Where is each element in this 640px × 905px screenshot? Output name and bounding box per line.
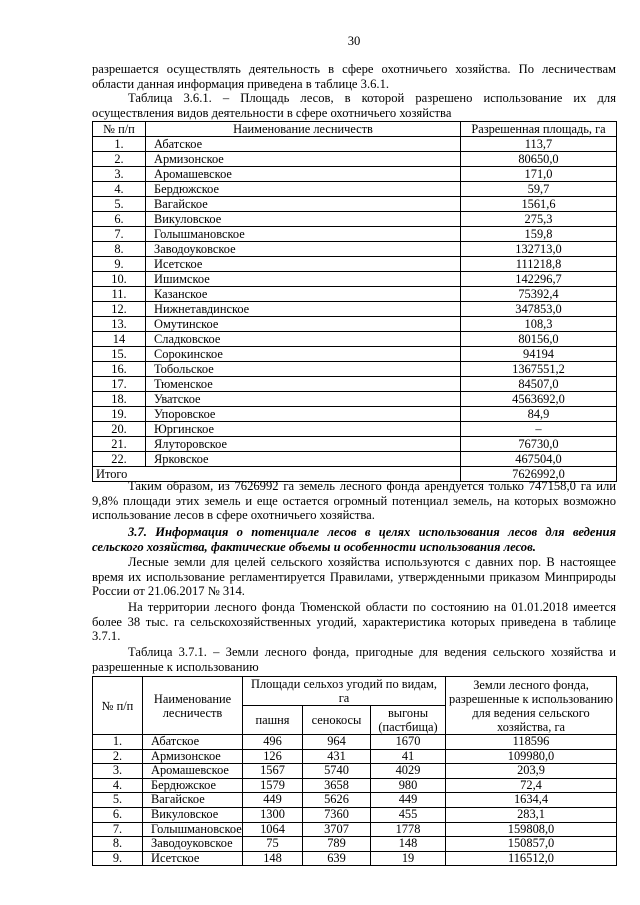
row-forestry: Ярковское	[146, 452, 461, 467]
row-forestry: Бердюжское	[146, 182, 461, 197]
row-num: 6.	[93, 807, 143, 822]
table-row	[93, 257, 617, 272]
table-row	[93, 317, 617, 332]
row-forestry: Омутинское	[146, 317, 461, 332]
row-area: 347853,0	[461, 302, 617, 317]
row-arable: 1579	[243, 778, 303, 793]
row-forestry: Исетское	[146, 257, 461, 272]
table-row	[93, 778, 617, 793]
row-forestry: Армизонское	[143, 749, 243, 764]
table-row	[93, 793, 617, 808]
row-area: 80650,0	[461, 152, 617, 167]
t2-header-hay: сенокосы	[303, 706, 371, 735]
row-num: 20.	[93, 422, 146, 437]
row-area: 113,7	[461, 137, 617, 152]
row-forestry: Тюменское	[146, 377, 461, 392]
table-row	[93, 242, 617, 257]
row-hay: 964	[303, 735, 371, 750]
table-row	[93, 851, 617, 866]
row-pasture: 1778	[371, 822, 446, 837]
row-area: 75392,4	[461, 287, 617, 302]
row-num: 6.	[93, 212, 146, 227]
row-area: 159,8	[461, 227, 617, 242]
row-num: 16.	[93, 362, 146, 377]
t2-header-arable: пашня	[243, 706, 303, 735]
section-heading: 3.7. Информация о потенциале лесов в целях использования лесов для ведения сельского хозяйства, фактические объемы и особенности использования лесов.	[92, 525, 616, 554]
row-allowed: 150857,0	[446, 837, 617, 852]
row-arable: 449	[243, 793, 303, 808]
row-num: 5.	[93, 793, 143, 808]
row-area: 275,3	[461, 212, 617, 227]
t2-header-pasture: выгоны (пастбища)	[371, 706, 446, 735]
total-value: 7626992,0	[461, 467, 617, 482]
row-num: 9.	[93, 851, 143, 866]
table-row	[93, 407, 617, 422]
row-num: 7.	[93, 227, 146, 242]
table-row	[93, 152, 617, 167]
row-num: 11.	[93, 287, 146, 302]
row-forestry: Нижнетавдинское	[146, 302, 461, 317]
table-row	[93, 837, 617, 852]
row-pasture: 4029	[371, 764, 446, 779]
table-agricultural-lands	[92, 676, 617, 866]
row-hay: 789	[303, 837, 371, 852]
row-allowed: 1634,4	[446, 793, 617, 808]
page-number: 30	[347, 34, 361, 48]
table-row	[93, 822, 617, 837]
table-row	[93, 137, 617, 152]
row-area: 80156,0	[461, 332, 617, 347]
row-forestry: Вагайское	[143, 793, 243, 808]
row-pasture: 19	[371, 851, 446, 866]
row-num: 9.	[93, 257, 146, 272]
row-num: 8.	[93, 837, 143, 852]
header-num: № п/п	[93, 122, 146, 137]
row-allowed: 72,4	[446, 778, 617, 793]
row-num: 17.	[93, 377, 146, 392]
table-row	[93, 735, 617, 750]
t2-header-areas-group: Площади сельхоз угодий по видам, га	[243, 677, 446, 706]
table-row	[93, 422, 617, 437]
row-hay: 639	[303, 851, 371, 866]
row-arable: 1064	[243, 822, 303, 837]
t2-header-allowed: Земли лесного фонда, разрешенные к использованию для ведения сельского хозяйства, га	[446, 677, 617, 735]
row-num: 13.	[93, 317, 146, 332]
row-forestry: Казанское	[146, 287, 461, 302]
row-area: 4563692,0	[461, 392, 617, 407]
intro-paragraph: разрешается осуществлять деятельность в сфере охотничьего хозяйства. По лесничествам области данная информация приведена в таблице 3.6.1.	[92, 62, 616, 91]
row-pasture: 1670	[371, 735, 446, 750]
row-num: 21.	[93, 437, 146, 452]
row-num: 18.	[93, 392, 146, 407]
row-forestry: Юргинское	[146, 422, 461, 437]
table1-caption: Таблица 3.6.1. – Площадь лесов, в которой разрешено использование их для осуществления видов деятельности в сфере охотничьего хозяйства	[92, 91, 616, 120]
row-area: 108,3	[461, 317, 617, 332]
table-row	[93, 332, 617, 347]
row-area: 94194	[461, 347, 617, 362]
agri-paragraph-2: На территории лесного фонда Тюменской области по состоянию на 01.01.2018 имеется более 38 тыс. га сельскохозяйственных угодий, характеристика которых приведена в таблице 3.7.1.	[92, 600, 616, 643]
row-hay: 3707	[303, 822, 371, 837]
table-row	[93, 272, 617, 287]
row-forestry: Вагайское	[146, 197, 461, 212]
row-area: 1561,6	[461, 197, 617, 212]
row-area: 84,9	[461, 407, 617, 422]
table-row	[93, 182, 617, 197]
row-area: 59,7	[461, 182, 617, 197]
row-pasture: 148	[371, 837, 446, 852]
row-allowed: 109980,0	[446, 749, 617, 764]
t2-header-num: № п/п	[93, 677, 143, 735]
row-forestry: Упоровское	[146, 407, 461, 422]
row-forestry: Ишимское	[146, 272, 461, 287]
agri-paragraph-1: Лесные земли для целей сельского хозяйства используются с давних пор. В настоящее время их использование регламентируется Правилами, утвержденными приказом Минприроды России от 21.06.2017 № 314.	[92, 555, 616, 598]
row-num: 2.	[93, 749, 143, 764]
row-forestry: Сорокинское	[146, 347, 461, 362]
table-forest-hunting-areas	[92, 121, 617, 482]
row-area: 84507,0	[461, 377, 617, 392]
table-row	[93, 287, 617, 302]
table-row	[93, 377, 617, 392]
table-row	[93, 212, 617, 227]
table-row	[93, 167, 617, 182]
summary-paragraph: Таким образом, из 7626992 га земель лесного фонда арендуется только 747158,0 га или 9,8% площади этих земель и еще остается огромный потенциал земель, на которых возможно использование лесов в сфере охотничьего хозяйства.	[92, 479, 616, 522]
row-num: 1.	[93, 735, 143, 750]
row-allowed: 283,1	[446, 807, 617, 822]
row-forestry: Голышмановское	[146, 227, 461, 242]
table-row	[93, 197, 617, 212]
table2-header-row-1	[93, 677, 617, 706]
row-pasture: 980	[371, 778, 446, 793]
table-row	[93, 437, 617, 452]
table-row	[93, 362, 617, 377]
row-forestry: Заводоуковское	[143, 837, 243, 852]
row-arable: 496	[243, 735, 303, 750]
row-forestry: Сладковское	[146, 332, 461, 347]
row-hay: 3658	[303, 778, 371, 793]
t2-header-name: Наименование лесничеств	[143, 677, 243, 735]
row-forestry: Абатское	[146, 137, 461, 152]
table-row	[93, 227, 617, 242]
table-row	[93, 764, 617, 779]
row-area: 142296,7	[461, 272, 617, 287]
row-forestry: Викуловское	[146, 212, 461, 227]
row-num: 15.	[93, 347, 146, 362]
table2-caption: Таблица 3.7.1. – Земли лесного фонда, пригодные для ведения сельского хозяйства и разрешенные к использованию	[92, 645, 616, 674]
row-forestry: Абатское	[143, 735, 243, 750]
row-num: 2.	[93, 152, 146, 167]
row-forestry: Ялуторовское	[146, 437, 461, 452]
row-area: 132713,0	[461, 242, 617, 257]
row-allowed: 203,9	[446, 764, 617, 779]
row-arable: 148	[243, 851, 303, 866]
row-area: 111218,8	[461, 257, 617, 272]
row-pasture: 41	[371, 749, 446, 764]
total-label: Итого	[93, 467, 461, 482]
row-area: 1367551,2	[461, 362, 617, 377]
row-forestry: Бердюжское	[143, 778, 243, 793]
row-num: 1.	[93, 137, 146, 152]
table-row	[93, 302, 617, 317]
row-num: 5.	[93, 197, 146, 212]
row-area: 467504,0	[461, 452, 617, 467]
row-num: 3.	[93, 764, 143, 779]
row-area: –	[461, 422, 617, 437]
row-forestry: Аромашевское	[146, 167, 461, 182]
table-row	[93, 347, 617, 362]
table-header-row	[93, 122, 617, 137]
row-allowed: 159808,0	[446, 822, 617, 837]
row-num: 10.	[93, 272, 146, 287]
row-forestry: Армизонское	[146, 152, 461, 167]
row-allowed: 118596	[446, 735, 617, 750]
row-num: 3.	[93, 167, 146, 182]
header-name: Наименование лесничеств	[146, 122, 461, 137]
row-num: 4.	[93, 182, 146, 197]
row-forestry: Уватское	[146, 392, 461, 407]
row-area: 171,0	[461, 167, 617, 182]
row-hay: 431	[303, 749, 371, 764]
row-hay: 5740	[303, 764, 371, 779]
row-num: 14	[93, 332, 146, 347]
table-row	[93, 807, 617, 822]
row-forestry: Заводоуковское	[146, 242, 461, 257]
row-pasture: 449	[371, 793, 446, 808]
row-num: 19.	[93, 407, 146, 422]
row-num: 22.	[93, 452, 146, 467]
row-forestry: Тобольское	[146, 362, 461, 377]
row-forestry: Исетское	[143, 851, 243, 866]
row-forestry: Голышмановское	[143, 822, 243, 837]
table-row	[93, 392, 617, 407]
row-forestry: Викуловское	[143, 807, 243, 822]
row-arable: 126	[243, 749, 303, 764]
header-area: Разрешенная площадь, га	[461, 122, 617, 137]
row-arable: 75	[243, 837, 303, 852]
table-row	[93, 749, 617, 764]
row-forestry: Аромашевское	[143, 764, 243, 779]
row-num: 7.	[93, 822, 143, 837]
row-allowed: 116512,0	[446, 851, 617, 866]
row-num: 4.	[93, 778, 143, 793]
row-area: 76730,0	[461, 437, 617, 452]
row-arable: 1300	[243, 807, 303, 822]
table-row	[93, 452, 617, 467]
row-pasture: 455	[371, 807, 446, 822]
row-num: 12.	[93, 302, 146, 317]
row-arable: 1567	[243, 764, 303, 779]
row-hay: 5626	[303, 793, 371, 808]
row-hay: 7360	[303, 807, 371, 822]
row-num: 8.	[93, 242, 146, 257]
